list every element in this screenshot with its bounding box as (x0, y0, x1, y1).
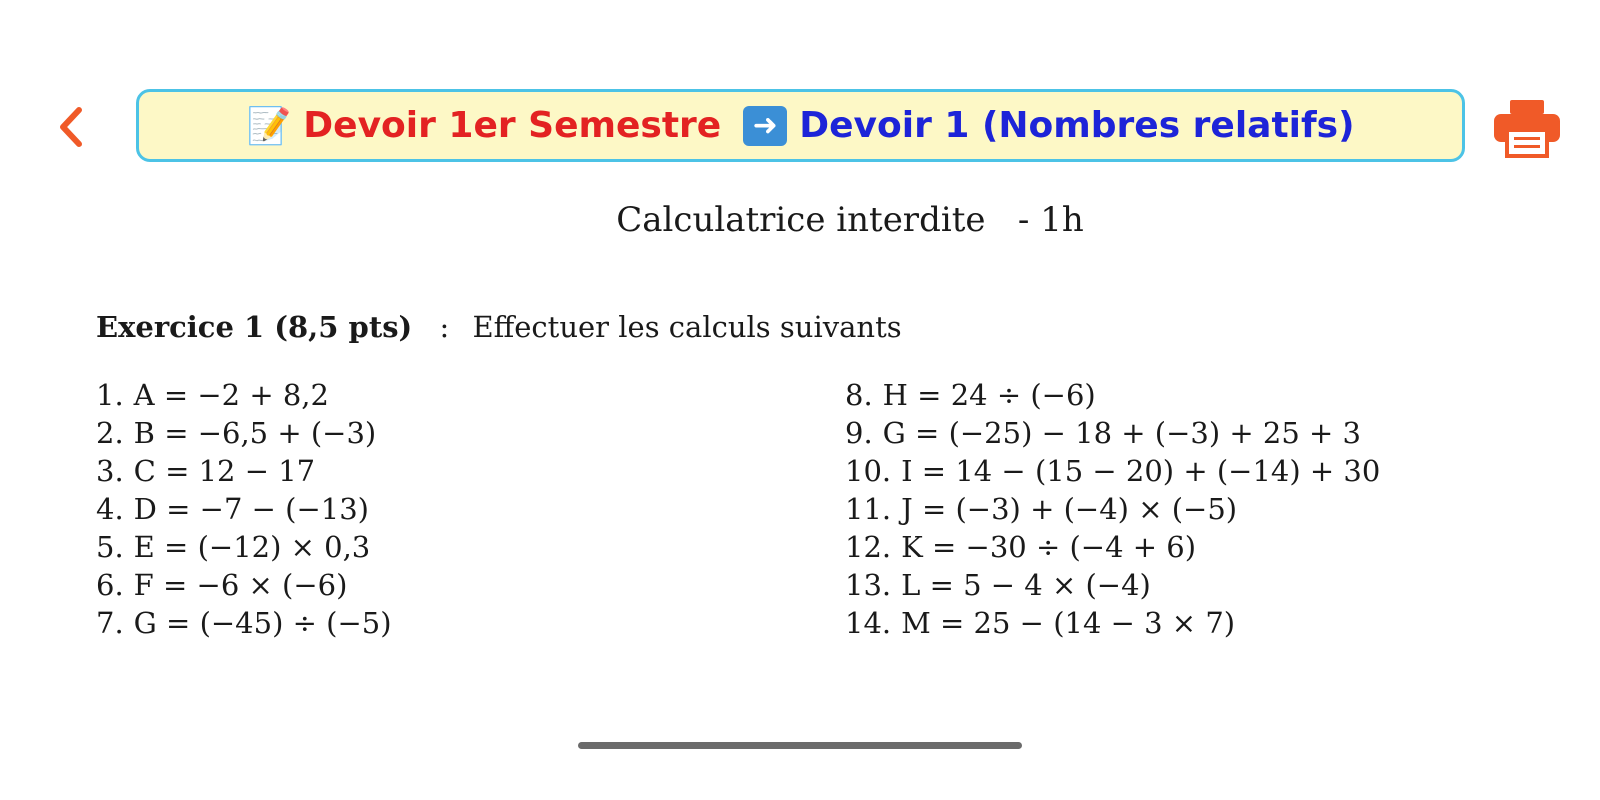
list-item (845, 490, 1380, 528)
list-item (845, 376, 1380, 414)
list-item (96, 490, 392, 528)
exam-subtitle-text: Calculatrice interdite - 1h (616, 200, 1084, 240)
item-number: 11. (845, 492, 892, 526)
item-expression: M = 25 − (14 − 3 × 7) (901, 606, 1236, 640)
arrow-right-icon: ➜ (743, 106, 787, 146)
print-button[interactable] (1492, 98, 1562, 158)
item-number: 13. (845, 568, 892, 602)
item-expression: L = 5 − 4 × (−4) (901, 568, 1151, 602)
list-item (845, 528, 1380, 566)
item-number: 3. (96, 454, 124, 488)
list-item (96, 528, 392, 566)
back-button[interactable] (50, 104, 90, 150)
list-item (96, 414, 392, 452)
item-expression: K = −30 ÷ (−4 + 6) (901, 530, 1197, 564)
list-item (96, 376, 392, 414)
item-number: 4. (96, 492, 124, 526)
exercise-list-left (96, 376, 392, 642)
home-indicator[interactable] (578, 742, 1022, 749)
exercise-list-right (845, 376, 1380, 642)
page-title: Devoir 1 (Nombres relatifs) (799, 105, 1355, 146)
item-expression: H = 24 ÷ (−6) (882, 378, 1096, 412)
item-number: 9. (845, 416, 873, 450)
item-expression: G = (−45) ÷ (−5) (133, 606, 392, 640)
item-expression: A = −2 + 8,2 (133, 378, 329, 412)
item-expression: B = −6,5 + (−3) (133, 416, 377, 450)
chevron-left-icon (55, 106, 85, 148)
list-item (96, 566, 392, 604)
exercise-label: Exercice 1 (8,5 pts) (96, 310, 413, 344)
list-item (845, 452, 1380, 490)
item-number: 12. (845, 530, 892, 564)
item-number: 10. (845, 454, 892, 488)
exercise-instruction: Effectuer les calculs suivants (472, 310, 902, 344)
item-number: 7. (96, 606, 124, 640)
printer-icon (1492, 98, 1562, 158)
memo-icon: 📝 (246, 105, 292, 147)
title-bar (136, 89, 1465, 162)
item-expression: E = (−12) × 0,3 (133, 530, 371, 564)
exercise-separator: : (439, 310, 450, 344)
list-item (96, 604, 392, 642)
exercise-heading (96, 310, 902, 344)
item-number: 14. (845, 606, 892, 640)
list-item (96, 452, 392, 490)
exam-subtitle (0, 200, 1600, 240)
list-item (845, 414, 1380, 452)
item-number: 2. (96, 416, 124, 450)
item-number: 8. (845, 378, 873, 412)
item-expression: G = (−25) − 18 + (−3) + 25 + 3 (882, 416, 1361, 450)
item-expression: I = 14 − (15 − 20) + (−14) + 30 (901, 454, 1381, 488)
item-expression: J = (−3) + (−4) × (−5) (901, 492, 1238, 526)
breadcrumb-semester[interactable]: Devoir 1er Semestre (303, 105, 722, 146)
item-number: 6. (96, 568, 124, 602)
item-number: 5. (96, 530, 124, 564)
list-item (845, 566, 1380, 604)
item-expression: D = −7 − (−13) (133, 492, 369, 526)
item-expression: F = −6 × (−6) (133, 568, 348, 602)
item-expression: C = 12 − 17 (133, 454, 316, 488)
item-number: 1. (96, 378, 124, 412)
list-item (845, 604, 1380, 642)
